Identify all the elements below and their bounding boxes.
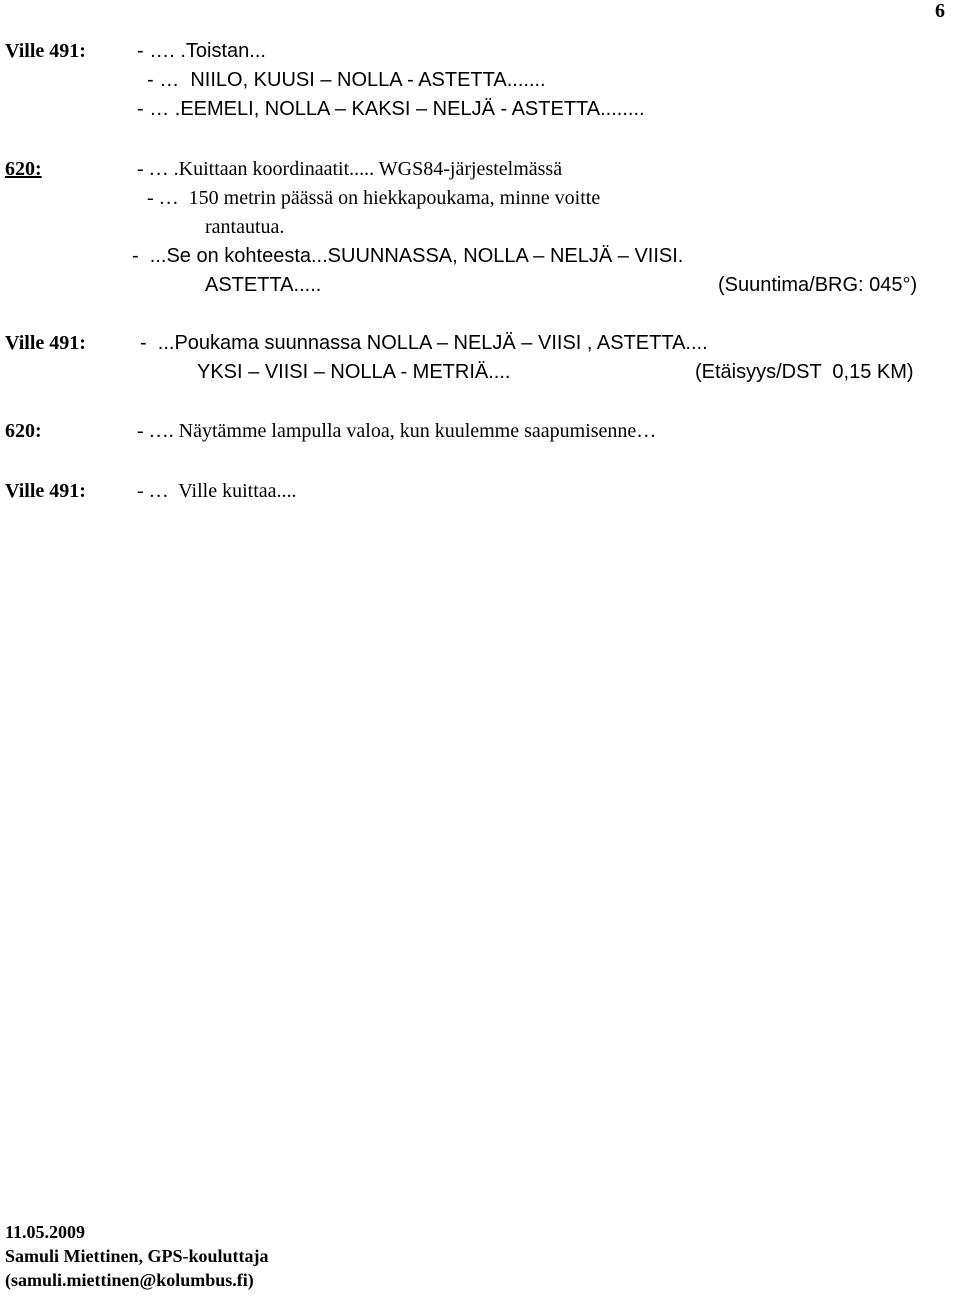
page-number: 6 — [935, 0, 945, 22]
line-5: - … 150 metrin päässä on hiekkapoukama, minne voitte — [147, 187, 601, 209]
line-10: YKSI – VIISI – NOLLA - METRIÄ.... — [197, 361, 511, 383]
speaker-620-2: 620: — [5, 420, 42, 442]
footer-date: 11.05.2009 — [5, 1222, 86, 1242]
footer-email: (samuli.miettinen@kolumbus.fi) — [5, 1270, 254, 1290]
line-3: - … .EEMELI, NOLLA – KAKSI – NELJÄ - ASTETTA........ — [137, 98, 645, 120]
line-8: ASTETTA..... — [205, 274, 322, 296]
speaker-ville-2: Ville 491: — [5, 332, 86, 354]
speaker-ville-3: Ville 491: — [5, 480, 86, 502]
line-1: - …. .Toistan... — [137, 40, 266, 62]
footer-author: Samuli Miettinen, GPS-kouluttaja — [5, 1246, 269, 1266]
speaker-ville-1: Ville 491: — [5, 40, 86, 62]
speaker-620-1: 620: — [5, 158, 42, 180]
line-12: - … Ville kuittaa.... — [137, 480, 297, 502]
line-11: - …. Näytämme lampulla valoa, kun kuulemme saapumisenne… — [137, 420, 657, 442]
line-4: - … .Kuittaan koordinaatit..... WGS84-järjestelmässä — [137, 158, 563, 180]
line-7: - ...Se on kohteesta...SUUNNASSA, NOLLA – NELJÄ – VIISI. — [132, 245, 684, 267]
line-2: - … NIILO, KUUSI – NOLLA - ASTETTA....... — [147, 69, 546, 91]
distance-note: (Etäisyys/DST 0,15 KM) — [695, 361, 914, 383]
line-6: rantautua. — [205, 216, 285, 238]
bearing-note: (Suuntima/BRG: 045°) — [718, 274, 918, 296]
line-9: - ...Poukama suunnassa NOLLA – NELJÄ – VIISI , ASTETTA.... — [140, 332, 708, 354]
